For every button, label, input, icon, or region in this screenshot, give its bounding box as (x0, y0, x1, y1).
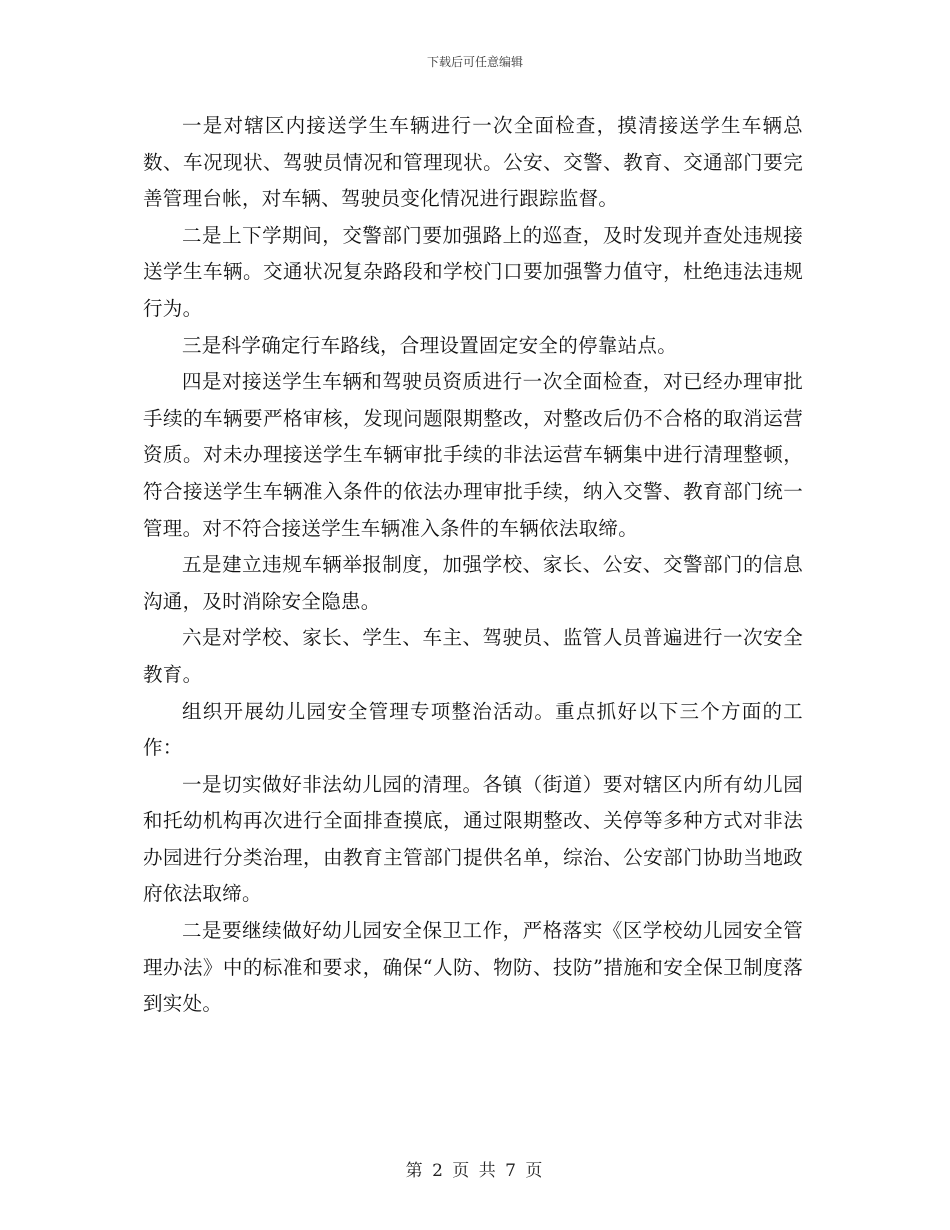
page-number: 第 2 页 共 7 页 (405, 1161, 545, 1181)
paragraph-6: 六是对学校、家长、学生、车主、驾驶员、监管人员普遍进行一次安全教育。 (143, 626, 803, 686)
paragraph-3: 三是科学确定行车路线，合理设置固定安全的停靠站点。 (182, 333, 678, 357)
document-body (143, 108, 803, 1023)
page-header: 下载后可任意编辑 (426, 55, 523, 69)
paragraph-2: 二是上下学期间，交警部门要加强路上的巡查，及时发现并查处违规接送学生车辆。交通状况复杂路段和学校门口要加强警力值守，杜绝违法违规行为。 (143, 223, 803, 320)
paragraph-4: 四是对接送学生车辆和驾驶员资质进行一次全面检查，对已经办理审批手续的车辆要严格审核，发现问题限期整改，对整改后仍不合格的取消运营资质。对未办理接送学生车辆审批手续的非法运营车辆集中进行清理整顿，符合接送学生车辆准入条件的依法办理审批手续，纳入交警、教育部门统一管理。对不符合接送学生车辆准入条件的车辆依法取缔。 (143, 370, 803, 540)
paragraph-9: 二是要继续做好幼儿园安全保卫工作，严格落实《区学校幼儿园安全管理办法》中的标准和要求，确保“人防、物防、技防”措施和安全保卫制度落到实处。 (143, 919, 803, 1016)
paragraph-1: 一是对辖区内接送学生车辆进行一次全面检查，摸清接送学生车辆总数、车况现状、驾驶员情况和管理现状。公安、交警、教育、交通部门要完善管理台帐，对车辆、驾驶员变化情况进行跟踪监督。 (143, 114, 803, 211)
paragraph-8: 一是切实做好非法幼儿园的清理。各镇（街道）要对辖区内所有幼儿园和托幼机构再次进行全面排查摸底，通过限期整改、关停等多种方式对非法办园进行分类治理，由教育主管部门提供名单，综治、公安部门协助当地政府依法取缔。 (143, 772, 803, 906)
paragraph-5: 五是建立违规车辆举报制度，加强学校、家长、公安、交警部门的信息沟通，及时消除安全隐患。 (143, 553, 803, 613)
paragraph-7: 组织开展幼儿园安全管理专项整治活动。重点抓好以下三个方面的工作： (143, 699, 803, 760)
